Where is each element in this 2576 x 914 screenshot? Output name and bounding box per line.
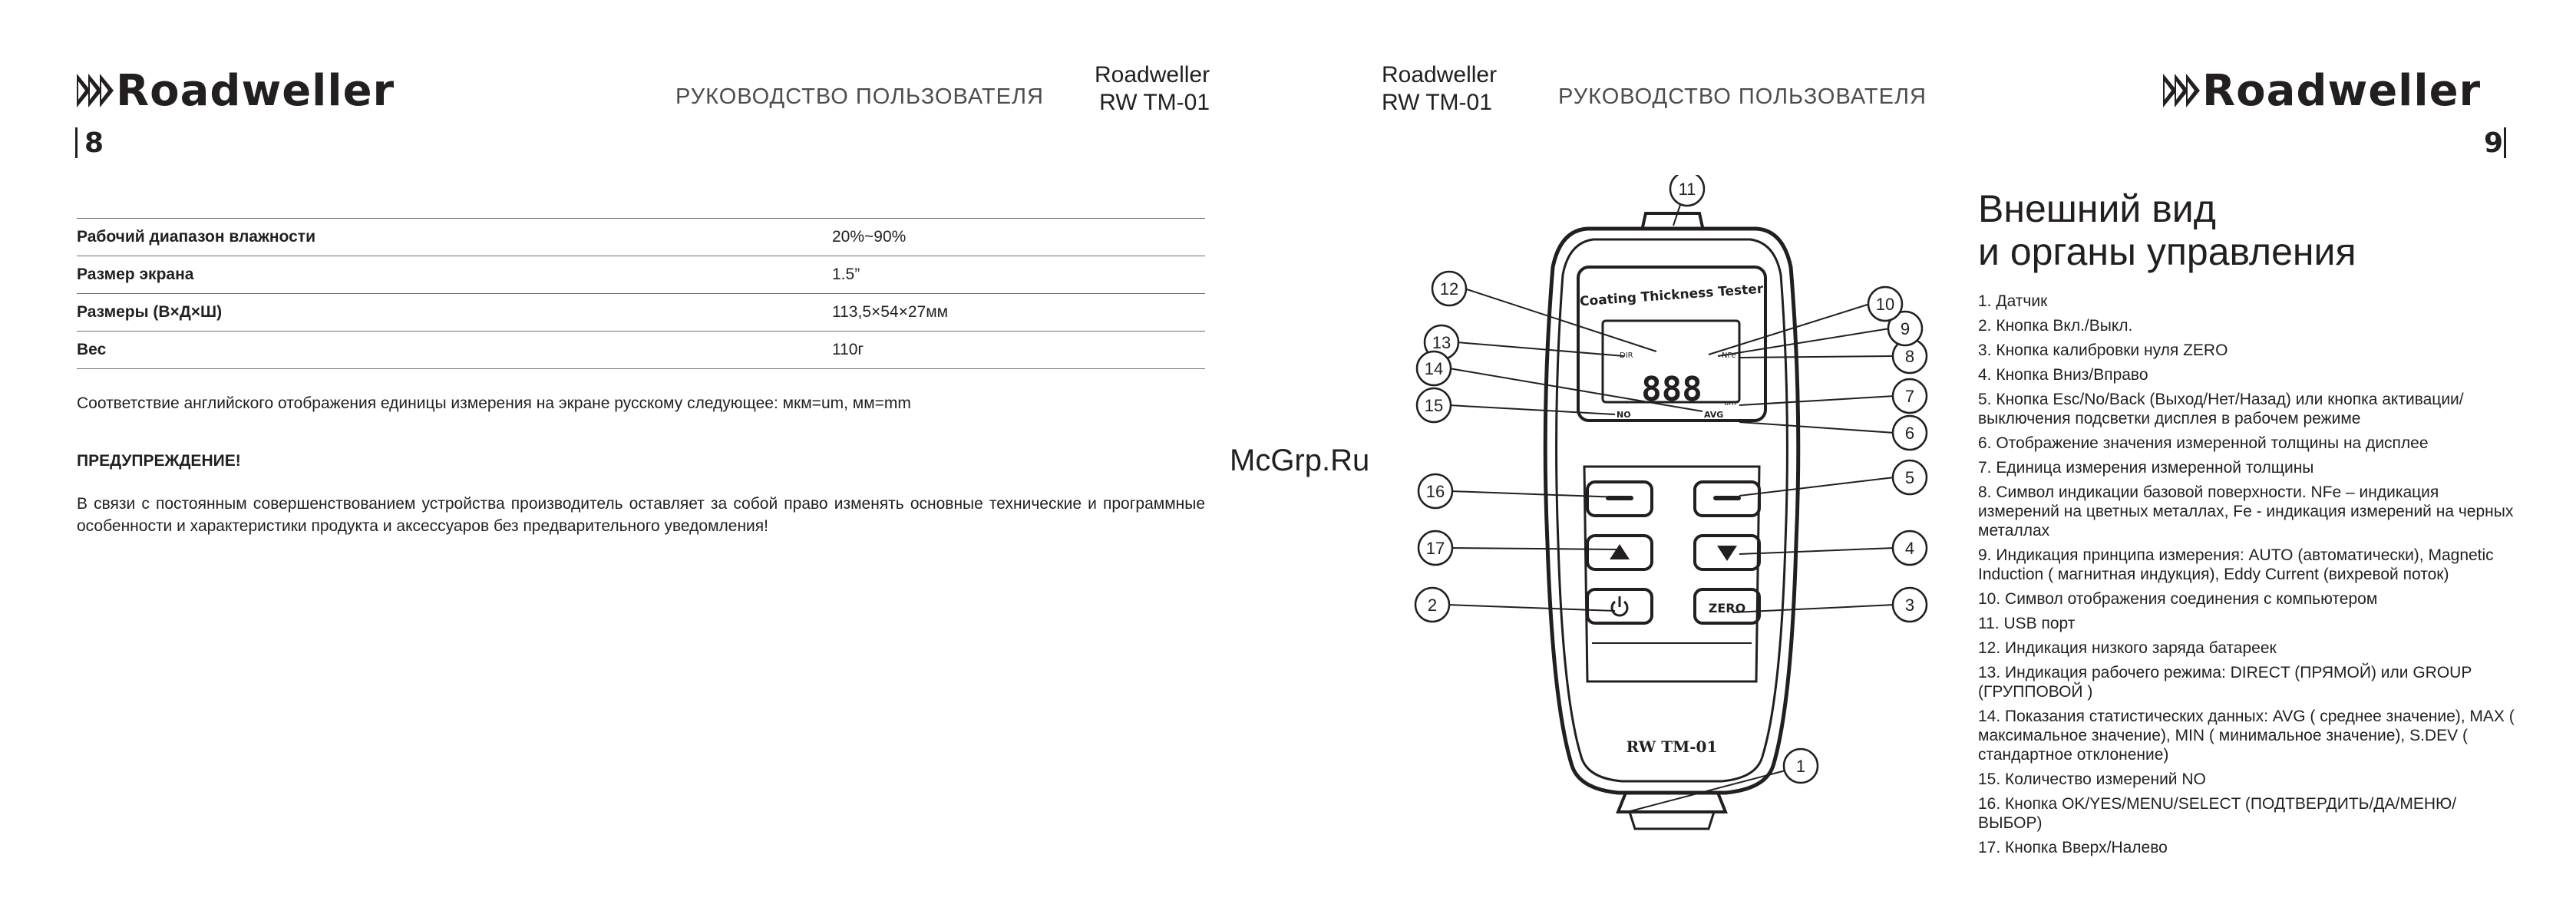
spec-label: Рабочий диапазон влажности [77, 228, 315, 246]
callout-number: 14 [1424, 359, 1444, 378]
list-item: 6. Отображение значения измеренной толщины на дисплее [1978, 434, 2429, 452]
list-item: 9. Индикация принципа измерения: AUTO (автоматически), Magnetic Induction ( магнитная индукция), Eddy Current (вихревой поток) [1978, 546, 2494, 583]
callout-number: 6 [1904, 424, 1915, 443]
callout-number: 5 [1904, 468, 1915, 487]
header-brand-name: Roadweller [1095, 62, 1210, 87]
down-arrow-icon [1717, 546, 1737, 561]
spec-value: 20%~90% [832, 228, 907, 246]
lcd-no: NO [1617, 410, 1631, 420]
lcd-digits: 888 [1641, 370, 1702, 409]
spec-table [77, 218, 1205, 369]
page-number-bar [75, 127, 78, 158]
lcd-nfe: NFe [1722, 351, 1736, 360]
callout-number: 11 [1678, 180, 1696, 199]
list-item: 14. Показания статистических данных: AVG ( среднее значение), MAX ( максимальное значение), MIN ( минимальное значение), S.DEV ( стандартное отклонение) [1978, 708, 2515, 764]
list-item: 12. Индикация низкого заряда батареек [1978, 639, 2277, 657]
spec-label: Размеры (В×Д×Ш) [77, 303, 223, 321]
list-item: 4. Кнопка Вниз/Вправо [1978, 366, 2148, 384]
table-row [77, 294, 1205, 332]
callout-number: 13 [1432, 333, 1451, 352]
callout-number: 15 [1424, 396, 1444, 415]
callout-number: 10 [1875, 295, 1895, 314]
power-icon [1612, 596, 1627, 615]
callout-number: 3 [1904, 596, 1915, 615]
brand-logo [2163, 65, 2482, 116]
watermark: McGrp.Ru [1230, 444, 1370, 477]
brand-wordmark: Roadweller [116, 65, 395, 116]
callout-number: 12 [1439, 279, 1459, 299]
callout-number: 2 [1427, 596, 1438, 615]
unit-note: Соответствие английского отображения единицы измерения на экране русскому следующее: мкм=um, мм=mm [77, 394, 911, 412]
list-item: 2. Кнопка Вкл./Выкл. [1978, 317, 2133, 335]
spec-label: Вес [77, 341, 107, 358]
header-model-block [1095, 61, 1210, 117]
list-item: 10. Символ отображения соединения с компьютером [1978, 590, 2378, 608]
list-item: 13. Индикация рабочего режима: DIRECT (ПРЯМОЙ) или GROUP (ГРУППОВОЙ ) [1978, 664, 2472, 701]
table-row [77, 332, 1205, 369]
callout-number: 9 [1900, 319, 1911, 338]
lcd-avg: AVG [1704, 410, 1724, 420]
spec-value: 110г [832, 341, 864, 358]
list-item: 11. USB порт [1978, 615, 2076, 632]
table-row [77, 219, 1205, 256]
callout-number: 8 [1904, 347, 1915, 366]
callout-number: 7 [1904, 387, 1915, 406]
list-item: 5. Кнопка Esc/No/Back (Выход/Нет/Назад) или кнопка активации/выключения подсветки дисплея в рабочем режиме [1978, 391, 2464, 427]
device-illustration [1395, 175, 1933, 850]
manual-title: РУКОВОДСТВО ПОЛЬЗОВАТЕЛЯ [675, 84, 1044, 109]
chevron-logo-icon [2163, 74, 2198, 107]
brand-wordmark: Roadweller [2202, 65, 2482, 116]
callout-number: 16 [1425, 482, 1445, 501]
device-screen-label: Coating Thickness Tester [1579, 281, 1764, 310]
list-item: 16. Кнопка OK/YES/MENU/SELECT (ПОДТВЕРДИТЬ/ДА/МЕНЮ/ВЫБОР) [1978, 795, 2457, 832]
manual-title: РУКОВОДСТВО ПОЛЬЗОВАТЕЛЯ [1558, 84, 1927, 109]
lcd-dir: DIR [1620, 351, 1633, 360]
header-model: RW TM-01 [1382, 90, 1492, 115]
esc-dash-icon [1713, 496, 1741, 500]
up-arrow-icon [1610, 544, 1630, 559]
sensor-icon [1618, 793, 1726, 812]
section-title-line1: Внешний вид [1978, 187, 2216, 230]
header-brand-name: Roadweller [1382, 62, 1498, 87]
warning-text: В связи с постоянным совершенствованием устройства производитель оставляет за собой право изменять основные технические и программные особенности и характеристики продукта и аксессуаров без предварительного уведомления! [77, 495, 1205, 535]
list-item: 1. Датчик [1978, 292, 2048, 310]
lcd-unit: um [1724, 399, 1737, 408]
legend-list [1978, 292, 2515, 863]
page-number: 9 [2484, 127, 2504, 159]
device-model-label: RW TM-01 [1626, 737, 1718, 756]
list-item: 17. Кнопка Вверх/Налево [1978, 839, 2168, 856]
callout-number: 17 [1425, 539, 1445, 558]
section-title-line2: и органы управления [1978, 230, 2356, 273]
list-item: 8. Символ индикации базовой поверхности. NFe – индикация измерений на цветных металлах, Fe - индикация измерений на черных металлах [1978, 483, 2514, 539]
usb-port-icon [1643, 213, 1702, 227]
page-number: 8 [84, 127, 104, 159]
header-model-block [1382, 61, 1497, 117]
zero-label: ZERO [1708, 601, 1746, 615]
callout-number: 1 [1795, 757, 1806, 776]
list-item: 7. Единица измерения измеренной толщины [1978, 459, 2314, 477]
right-page [1288, 0, 2576, 914]
header-model: RW TM-01 [1099, 90, 1210, 115]
spec-value: 1.5” [832, 266, 860, 283]
table-row [77, 256, 1205, 294]
list-item: 15. Количество измерений NO [1978, 770, 2206, 788]
chevron-logo-icon [77, 74, 111, 107]
section-title [1978, 187, 2356, 273]
warning-title: ПРЕДУПРЕЖДЕНИЕ! [77, 452, 241, 470]
spec-value: 113,5×54×27мм [832, 303, 949, 321]
callout-number: 4 [1904, 539, 1915, 558]
brand-logo [77, 65, 395, 116]
page-number-bar [2504, 127, 2506, 158]
spec-label: Размер экрана [77, 266, 194, 283]
list-item: 3. Кнопка калибровки нуля ZERO [1978, 342, 2228, 359]
